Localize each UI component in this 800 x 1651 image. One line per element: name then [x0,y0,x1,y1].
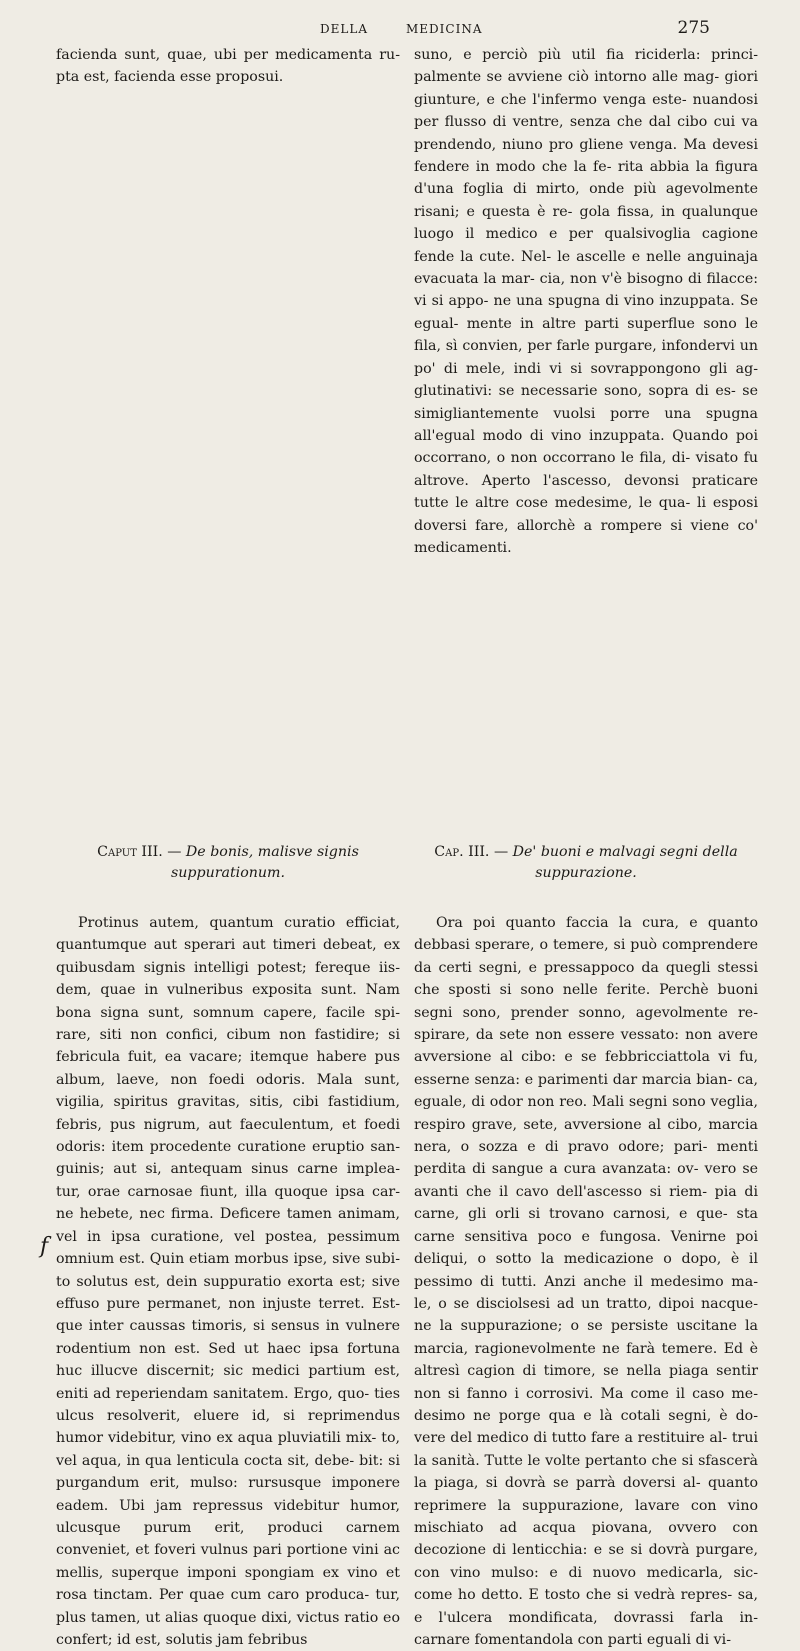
italian-top-block [414,44,758,836]
italian-top-text: suno, e perciò più util fia riciderla: princi- palmente se avviene ciò intorno alle mag- giori giunture, e che l'infermo venga este- nuandosi per flusso di ventre, senza che dal cibo cui va prendendo, niuno pro gliene venga. Ma devesi fendere in modo che la fe- rita abbia la figura d'una foglia di mirto, onde più agevolmente risani; e questa è re- gola fissa, in qualunque luogo il medico e per qualsivoglia cagione fende la cute. Nel- le ascelle e nelle anguinaja evacuata la mar- cia, non v'è bisogno di filacce: vi si appo- ne una spugna di vino inzuppata. Se egual- mente in altre parti superflue sono le fila, sì convien, per farle purgare, infondervi un po' di mele, indi vi si sovrappongono gli ag- glutinativi: se necessarie sono, sopra di es- se simigliantemente vuolsi porre una spugna all'egual modo di vino inzuppata. Quando poi occorrano, o non occorrano le fila, di- visato fu altrove. Aperto l'ascesso, devonsi praticare tutte le altre cose medesime, le qua- li esposi doversi fare, allorchè a rompere si viene co' medicamenti. [414,47,758,556]
italian-chapter-title: De' buoni e malvagi segni della suppurazione. [512,844,738,881]
latin-chapter-heading [56,842,400,884]
corner-mark: f [40,1234,49,1259]
italian-body: Ora poi quanto faccia la cura, e quanto debbasi sperare, o temere, si può comprendere da certi segni, e pressappoco da quegli stessi che sposti si sono nelle ferite. Perchè buoni segni sono, prender sonno, agevolmente re- spirare, da sete non essere vessato: non avere avversione al cibo: e se febbricciattola vi fu, esserne senza: e parimenti dar marcia bian- ca, eguale, di odor non reo. Mali segni sono veglia, respiro grave, sete, avversione al cibo, marcia nera, o sozza e di pravo odore; pari- menti perdita di sangue a cura avanzata: ov- vero se avanti che il cavo dell'ascesso si riem- pia di carne, gli orli si trovano carnosi, e que- sta carne sensitiva poco e fungosa. Venirne poi deliqui, o sotto la medicazione o dopo, è il pessimo di tutti. Anzi anche il medesimo ma- le, o se disciolsesi ad un tratto, dipoi nacque- ne la suppurazione; o se persiste uscitane la marcia, ragionevolmente ne farà temere. Ed è altresì cagion di timore, se nella piaga sentir non si fanno i corrosivi. Ma come il caso me- desimo ne porge qua e là cotali segni, è do- vere del medico di tutto fare a restituire al- trui la sanità. Tutte le volte pertanto che si sfascerà la piaga, si dovrà se parrà doversi al- quanto reprimere la suppurazione, lavare con vino mischiato ad acqua piovana, ovvero con decozione di lenticchia: e se si dovrà purgare, con vino mulso: e di nuovo medicarla, sic- come ho detto. E tosto che si vedrà repres- sa, e l'ulcera mondificata, dovrassi farla in- carnare fomentandola con parti eguali di vi- [414,915,758,1648]
italian-chapter-heading [414,842,758,884]
italian-chapter-label: Cap. III. — [434,844,509,860]
page-number: 275 [677,18,710,38]
latin-chapter-title: De bonis, malisve signis suppurationum. [171,844,359,881]
latin-chapter-label: Caput III. — [97,844,182,860]
latin-top-block [56,44,400,836]
latin-body: Protinus autem, quantum curatio efficiat, quantumque aut sperari aut timeri debeat, ex quibusdam signis intelligi potest; fereque iis- dem, quae in vulneribus exposita sunt. Nam bona signa sunt, somnum capere, facile spi- rare, siti non confici, cibum non fastidire; si febricula fuit, ea vacare; itemque habere pus album, laeve, non foedi odoris. Mala sunt, vigilia, spiritus gravitas, sitis, cibi fastidium, febris, pus nigrum, aut faeculentum, et foedi odoris: item procedente curatione eruptio san- guinis; aut si, antequam sinus carne implea- tur, orae carnosae fiunt, illa quoque ipsa car- ne hebete, nec firma. Deficere tamen animam, vel in ipsa curatione, vel postea, pessimum omnium est. Quin etiam morbus ipse, sive subi- to solutus est, dein suppuratio exorta est; sive effuso pure permanet, non injuste terret. Est- que inter caussas timoris, si sensus in vulnere rodentium non est. Sed ut haec ipsa fortuna huc illucve discernit; sic medici partium est, eniti ad reperiendam sanitatem. Ergo, quo- ties ulcus resolverit, eluere id, si reprimendus humor videbitur, vino ex aqua pluviatili mix- to, vel aqua, in qua lenticula cocta sit, debe- bit: si purgandum erit, mulso: rursusque imponere eadem. Ubi jam repressus videbitur humor, ulcusque purum erit, produci carnem conveniet, et foveri vulnus pari portione vini ac mellis, superque imponi spongiam ex vino et rosa tinctam. Per quae cum caro produca- tur, plus tamen, ut alias quoque dixi, victus ratio eo confert; id est, solutis jam febribus [56,915,400,1648]
latin-column [56,44,400,1651]
running-head-right: MEDICINA [406,22,483,36]
running-head-left: DELLA [320,22,368,36]
running-head [0,18,800,42]
italian-column [414,44,758,1651]
latin-top-text: facienda sunt, quae, ubi per medicamenta ru- pta est, facienda esse proposui. [56,47,400,86]
